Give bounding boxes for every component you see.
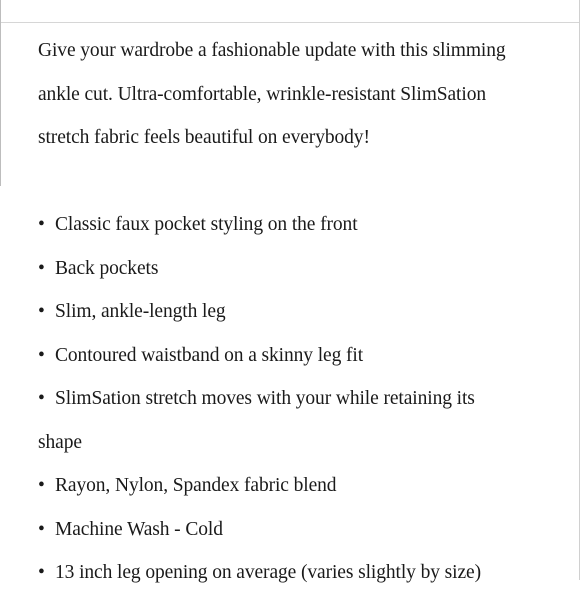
- bullet-icon: •: [38, 388, 45, 409]
- feature-text-continuation: shape: [38, 431, 82, 453]
- bullet-icon: •: [38, 518, 45, 540]
- feature-list: [38, 203, 568, 595]
- feature-text: 13 inch leg opening on average (varies slightly by size): [55, 562, 481, 583]
- bullet-icon: •: [38, 214, 45, 235]
- description-line: Give your wardrobe a fashionable update with this slimming: [38, 40, 506, 61]
- bullet-icon: •: [38, 344, 45, 366]
- description-line: stretch fabric feels beautiful on everybody!: [38, 127, 370, 148]
- feature-text: Slim, ankle-length leg: [55, 301, 226, 322]
- bullet-icon: •: [38, 562, 45, 583]
- feature-item: [38, 551, 568, 595]
- description-paragraph: [38, 29, 568, 160]
- feature-text: SlimSation stretch moves with your while retaining its: [55, 388, 475, 409]
- feature-item: [38, 203, 568, 247]
- bullet-icon: •: [38, 301, 45, 322]
- description-line: ankle cut. Ultra-comfortable, wrinkle-resistant SlimSation: [38, 83, 486, 105]
- feature-item: [38, 464, 568, 508]
- top-divider: [0, 22, 580, 23]
- bullet-icon: •: [38, 475, 45, 496]
- feature-item: [38, 290, 568, 334]
- left-border: [0, 0, 1, 186]
- bullet-icon: •: [38, 257, 45, 279]
- paragraph-spacer: [38, 160, 568, 204]
- feature-item: [38, 334, 568, 378]
- feature-text: Back pockets: [55, 257, 159, 279]
- feature-text: Classic faux pocket styling on the front: [55, 214, 358, 235]
- feature-item: [38, 377, 568, 421]
- feature-item: [38, 508, 568, 552]
- product-description-panel: [38, 29, 568, 595]
- feature-text: Rayon, Nylon, Spandex fabric blend: [55, 475, 337, 496]
- feature-text: Machine Wash - Cold: [55, 518, 223, 540]
- feature-text: Contoured waistband on a skinny leg fit: [55, 344, 364, 366]
- feature-item: [38, 247, 568, 291]
